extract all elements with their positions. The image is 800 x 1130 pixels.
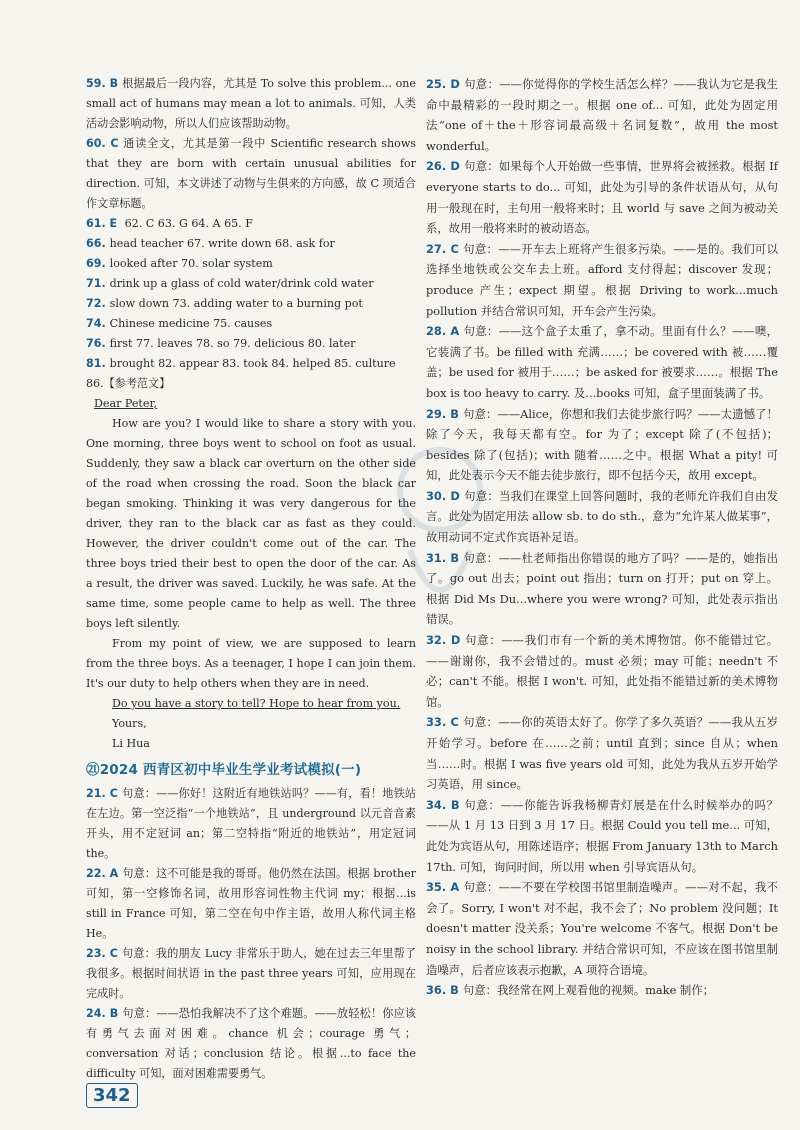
answer-key: 59. B (86, 77, 119, 90)
answer-key: 72. (86, 297, 106, 310)
answer-key: 36. B (426, 983, 459, 998)
left-column (86, 74, 416, 1084)
letter-signature: Li Hua (112, 737, 150, 750)
answer-23: 23. C 句意：我的朋友 Lucy 非常乐于助人，她在过去三年里帮了我很多。根据时间状语 in the past three years 可知，应用现在完成时。 (86, 947, 416, 1000)
answer-key: 31. B (426, 550, 460, 565)
answer-key: 35. A (426, 880, 460, 895)
letter-paragraph-1: How are you? I would like to share a story with you. One morning, three boys went to school on foot as usual. Suddenly, they saw a black car overturn on the other side of the road when crossing the road. Soon the black car began smoking. Thinking it was very dangerous for the driver, they ran to the black car as fast as they could. However, the driver couldn't come out of the car. The three boys tried their best to open the door of the car. As a result, the driver was saved. Luckily, he was safe. At the same time, some people came to help as well. The three boys left silently. (86, 417, 416, 630)
answer-key: 60. C (86, 137, 119, 150)
answer-59: 59. B 根据最后一段内容，尤其是 To solve this problem... one small act of humans may mean a lot to animals. 可知，人类活动会影响动物，所以人们应该帮助动物。 (86, 77, 416, 130)
answer-key: 71. (86, 277, 106, 290)
answer-key: 61. E (86, 217, 118, 230)
answer-key: 29. B (426, 406, 459, 421)
answer-key: 76. (86, 337, 106, 350)
answer-key: 74. (86, 317, 106, 330)
sample-letter (86, 394, 416, 754)
answer-61-65: 61. E 62. C 63. G 64. A 65. F (86, 217, 253, 230)
answer-key: 25. D (426, 77, 460, 91)
letter-paragraph-3: Do you have a story to tell? Hope to hear from you. (112, 697, 401, 710)
answer-69-70: 69. looked after 70. solar system (86, 257, 273, 270)
answer-key: 23. C (86, 947, 118, 960)
answer-25: 25. D 句意：——你觉得你的学校生活怎么样？——我认为它是我生命中最精彩的一段时期之一。根据 one of... 可知，此处为固定用法“one of＋the＋形容词最高级＋名词复数”，故用 the most wonderful。 (426, 77, 778, 153)
answer-key: 66. (86, 237, 106, 250)
answer-74-75: 74. Chinese medicine 75. causes (86, 317, 273, 330)
answer-key: 22. A (86, 867, 119, 880)
answer-32: 32. D 句意：——我们市有一个新的美术博物馆。你不能错过它。——谢谢你，我不会错过的。must 必须；may 可能；needn't 不必；can't 不能。根据 I won't. 可知，此处指不能错过新的美术博物馆。 (426, 633, 778, 709)
answer-key: 81. (86, 357, 106, 370)
section-title: ㉑2024 西青区初中毕业生学业考试模拟(一) (86, 762, 362, 778)
answer-27: 27. C 句意：——开车去上班将产生很多污染。——是的。我们可以选择坐地铁或公交车去上班。afford 支付得起；discover 发现；produce 产生；expect 期望。根据 Driving to work...much pollution 并结合常识可知，开车会产生污染。 (426, 241, 778, 318)
letter-paragraph-2: From my point of view, we are supposed to learn from the three boys. As a teenager, I hope I can join them. It's our duty to help others when they are in need. (86, 637, 416, 690)
answer-key: 30. D (426, 488, 460, 503)
answer-66-68: 66. head teacher 67. write down 68. ask for (86, 237, 335, 250)
answer-81-85: 81. brought 82. appear 83. took 84. helped 85. culture (86, 357, 396, 370)
answer-86-label: 86.【参考范文】 (86, 377, 171, 390)
right-column (426, 74, 778, 1001)
page-number: 342 (86, 1083, 138, 1108)
answer-26: 26. D 句意：如果每个人开始做一些事情，世界将会被拯救。根据 If everyone starts to do... 可知，此处为引导的条件状语从句，从句用一般现在时，主句用一般将来时；且 world 与 save 之间为被动关系，故用一般将来时的被动语态。 (426, 159, 778, 236)
letter-closing: Yours, (112, 717, 147, 730)
answer-35: 35. A 句意：——不要在学校图书馆里制造噪声。——对不起，我不会了。Sorry, I won't 对不起，我不会了；No problem 没问题；It doesn't matter 没关系；You're welcome 不客气。根据 Don't be noisy in the school library. 并结合常识可知，不应该在图书馆里制造噪声，后者应该表示抱歉，A 项符合语境。 (426, 880, 778, 977)
answer-key: 24. B (86, 1007, 119, 1020)
answer-34: 34. B 句意：——你能告诉我杨柳青灯展是在什么时候举办的吗？——从 1 月 13 日到 3 月 17 日。根据 Could you tell me... 可知，此处为宾语从句，用陈述语序；根据 From January 13th to March 17th. 可知，询问时间，所以用 when 引导宾语从句。 (426, 797, 778, 874)
answer-key: 69. (86, 257, 106, 270)
answer-60: 60. C 通读全文，尤其是第一段中 Scientific research shows that they are born with certain unusual abilities for direction. 可知，本文讲述了动物与生俱来的方向感，故 C 项适合作文章标题。 (86, 137, 417, 210)
answer-24: 24. B 句意：——恐怕我解决不了这个难题。——放轻松！你应该有勇气去面对困难。chance 机会；courage 勇气；conversation 对话；conclusion 结论。根据...to face the difficulty 可知，面对困难需要勇气。 (86, 1007, 416, 1080)
answer-key: 33. C (426, 715, 459, 730)
answer-key: 34. B (426, 797, 460, 812)
answer-71: 71. drink up a glass of cold water/drink cold water (86, 277, 374, 290)
answer-29: 29. B 句意：——Alice，你想和我们去徒步旅行吗？——太遗憾了！除了今天，我每天都有空。for 为了；except 除了(不包括)；besides 除了(包括)；with 随着……之中。根据 What a pity! 可知，此处表示今天不能去徒步旅行，即不包括今天，故用 except。 (426, 406, 778, 483)
answer-31: 31. B 句意：——杜老师指出你错误的地方了吗？——是的，她指出了。go out 出去；point out 指出；turn on 打开；put on 穿上。根据 Did Ms Du...where you were wrong? 可知，此处表示指出错误。 (426, 550, 778, 627)
answer-76-80: 76. first 77. leaves 78. so 79. delicious 80. later (86, 337, 356, 350)
answer-key: 21. C (86, 787, 118, 800)
letter-greeting: Dear Peter, (94, 397, 158, 410)
answer-72-73: 72. slow down 73. adding water to a burning pot (86, 297, 363, 310)
answer-30: 30. D 句意：当我们在课堂上回答问题时，我的老师允许我们自由发言。此处为固定用法 allow sb. to do sth.，意为“允许某人做某事”，故用动词不定式作宾语补足语。 (426, 488, 778, 545)
answer-36: 36. B 句意：我经常在网上观看他的视频。make 制作； (426, 983, 715, 998)
answer-key: 28. A (426, 324, 460, 339)
answer-22: 22. A 句意：这不可能是我的哥哥。他仍然在法国。根据 brother 可知，第一空修饰名词，故用形容词性物主代词 my；根据...is still in France 可知，第二空在句中作主语，故用人称代词主格 He。 (86, 867, 416, 940)
answer-33: 33. C 句意：——你的英语太好了。你学了多久英语？——我从五岁开始学习。before 在……之前；until 直到；since 自从；when 当……时。根据 I was five years old 可知，此处为我从五岁开始学习英语，用 since。 (426, 715, 778, 792)
answer-21: 21. C 句意：——你好！这附近有地铁站吗？——有，看！地铁站在左边。第一空泛指“一个地铁站”，且 underground 以元音音素开头，用不定冠词 an；第二空特指“附近的地铁站”，用定冠词 the。 (86, 787, 417, 860)
answer-key: 26. D (426, 159, 460, 174)
answer-key: 32. D (426, 633, 461, 648)
answer-key: 27. C (426, 241, 459, 256)
answer-28: 28. A 句意：——这个盒子太重了，拿不动。里面有什么？——噢，它装满了书。be filled with 充满……；be covered with 被……覆盖；be used for 被用于……；be asked for 被要求……。根据 The box is too heavy to carry. 及...books 可知，盒子里面装满了书。 (426, 324, 778, 400)
